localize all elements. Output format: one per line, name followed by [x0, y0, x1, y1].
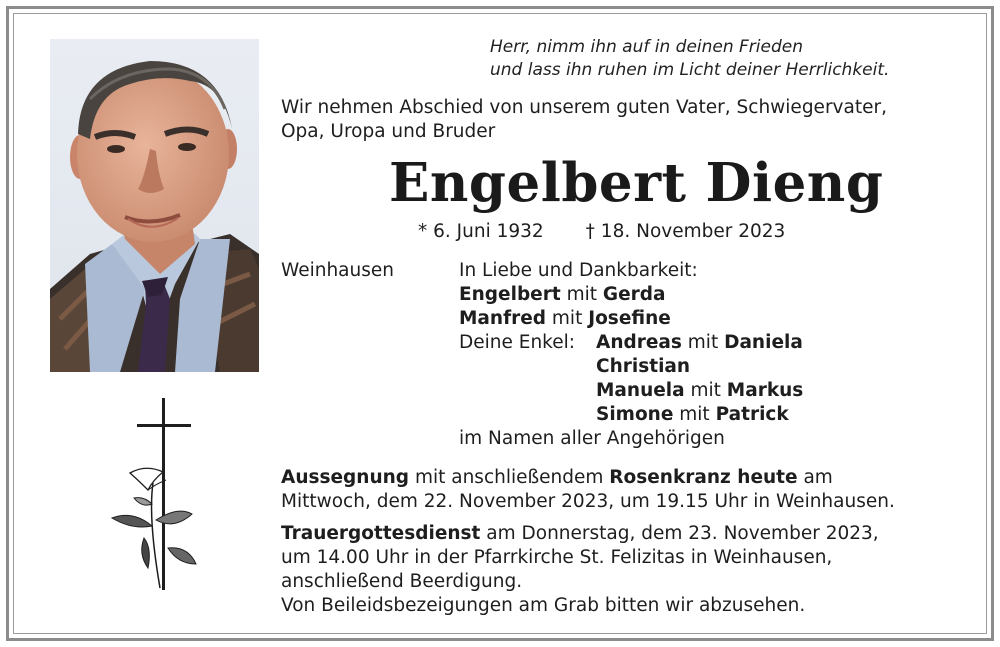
mass-info-line: anschließend Beerdigung.	[281, 571, 523, 592]
farewell-intro	[281, 96, 887, 144]
list-item: Andreas mit Daniela	[596, 332, 803, 353]
cross-lily-icon	[108, 398, 208, 593]
mourners-heading: In Liebe und Dankbarkeit:	[459, 260, 698, 281]
portrait-photo	[50, 39, 259, 372]
condolence-note: Von Beileidsbezeigungen am Grab bitten wir abzusehen.	[281, 595, 806, 616]
bible-verse	[490, 36, 889, 82]
list-item: Manuela mit Markus	[596, 380, 804, 401]
verse-line: und lass ihn ruhen im Licht deiner Herrlichkeit.	[490, 60, 890, 80]
deceased-name: Engelbert Dieng	[389, 152, 884, 214]
life-dates	[418, 220, 785, 244]
intro-line: Opa, Uropa und Bruder	[281, 121, 496, 142]
grandchildren-group	[459, 331, 804, 427]
list-item: Simone mit Patrick	[596, 404, 789, 425]
mourners-list	[459, 259, 804, 451]
service-details	[281, 466, 895, 618]
blessing-info-line: Mittwoch, dem 22. November 2023, um 19.15 Uhr in Weinhausen.	[281, 491, 895, 512]
mass-info-line: um 14.00 Uhr in der Pfarrkirche St. Felizitas in Weinhausen,	[281, 547, 833, 568]
list-item: Engelbert mit Gerda	[459, 284, 666, 305]
grandchildren-label: Deine Enkel:	[459, 332, 575, 353]
grandchildren-list	[596, 331, 804, 425]
list-item: Christian	[596, 356, 691, 377]
mass-info: Trauergottesdienst am Donnerstag, dem 23. November 2023,	[281, 523, 879, 544]
residence-place: Weinhausen	[281, 260, 394, 281]
mourners-closing: im Namen aller Angehörigen	[459, 428, 725, 449]
verse-line: Herr, nimm ihn auf in deinen Frieden	[490, 37, 804, 57]
death-date: † 18. November 2023	[585, 221, 786, 242]
intro-line: Wir nehmen Abschied von unserem guten Vater, Schwiegervater,	[281, 97, 887, 118]
blessing-info: Aussegnung mit anschließendem Rosenkranz heute am	[281, 467, 833, 488]
birth-date: * 6. Juni 1932	[418, 221, 544, 242]
list-item: Manfred mit Josefine	[459, 308, 671, 329]
